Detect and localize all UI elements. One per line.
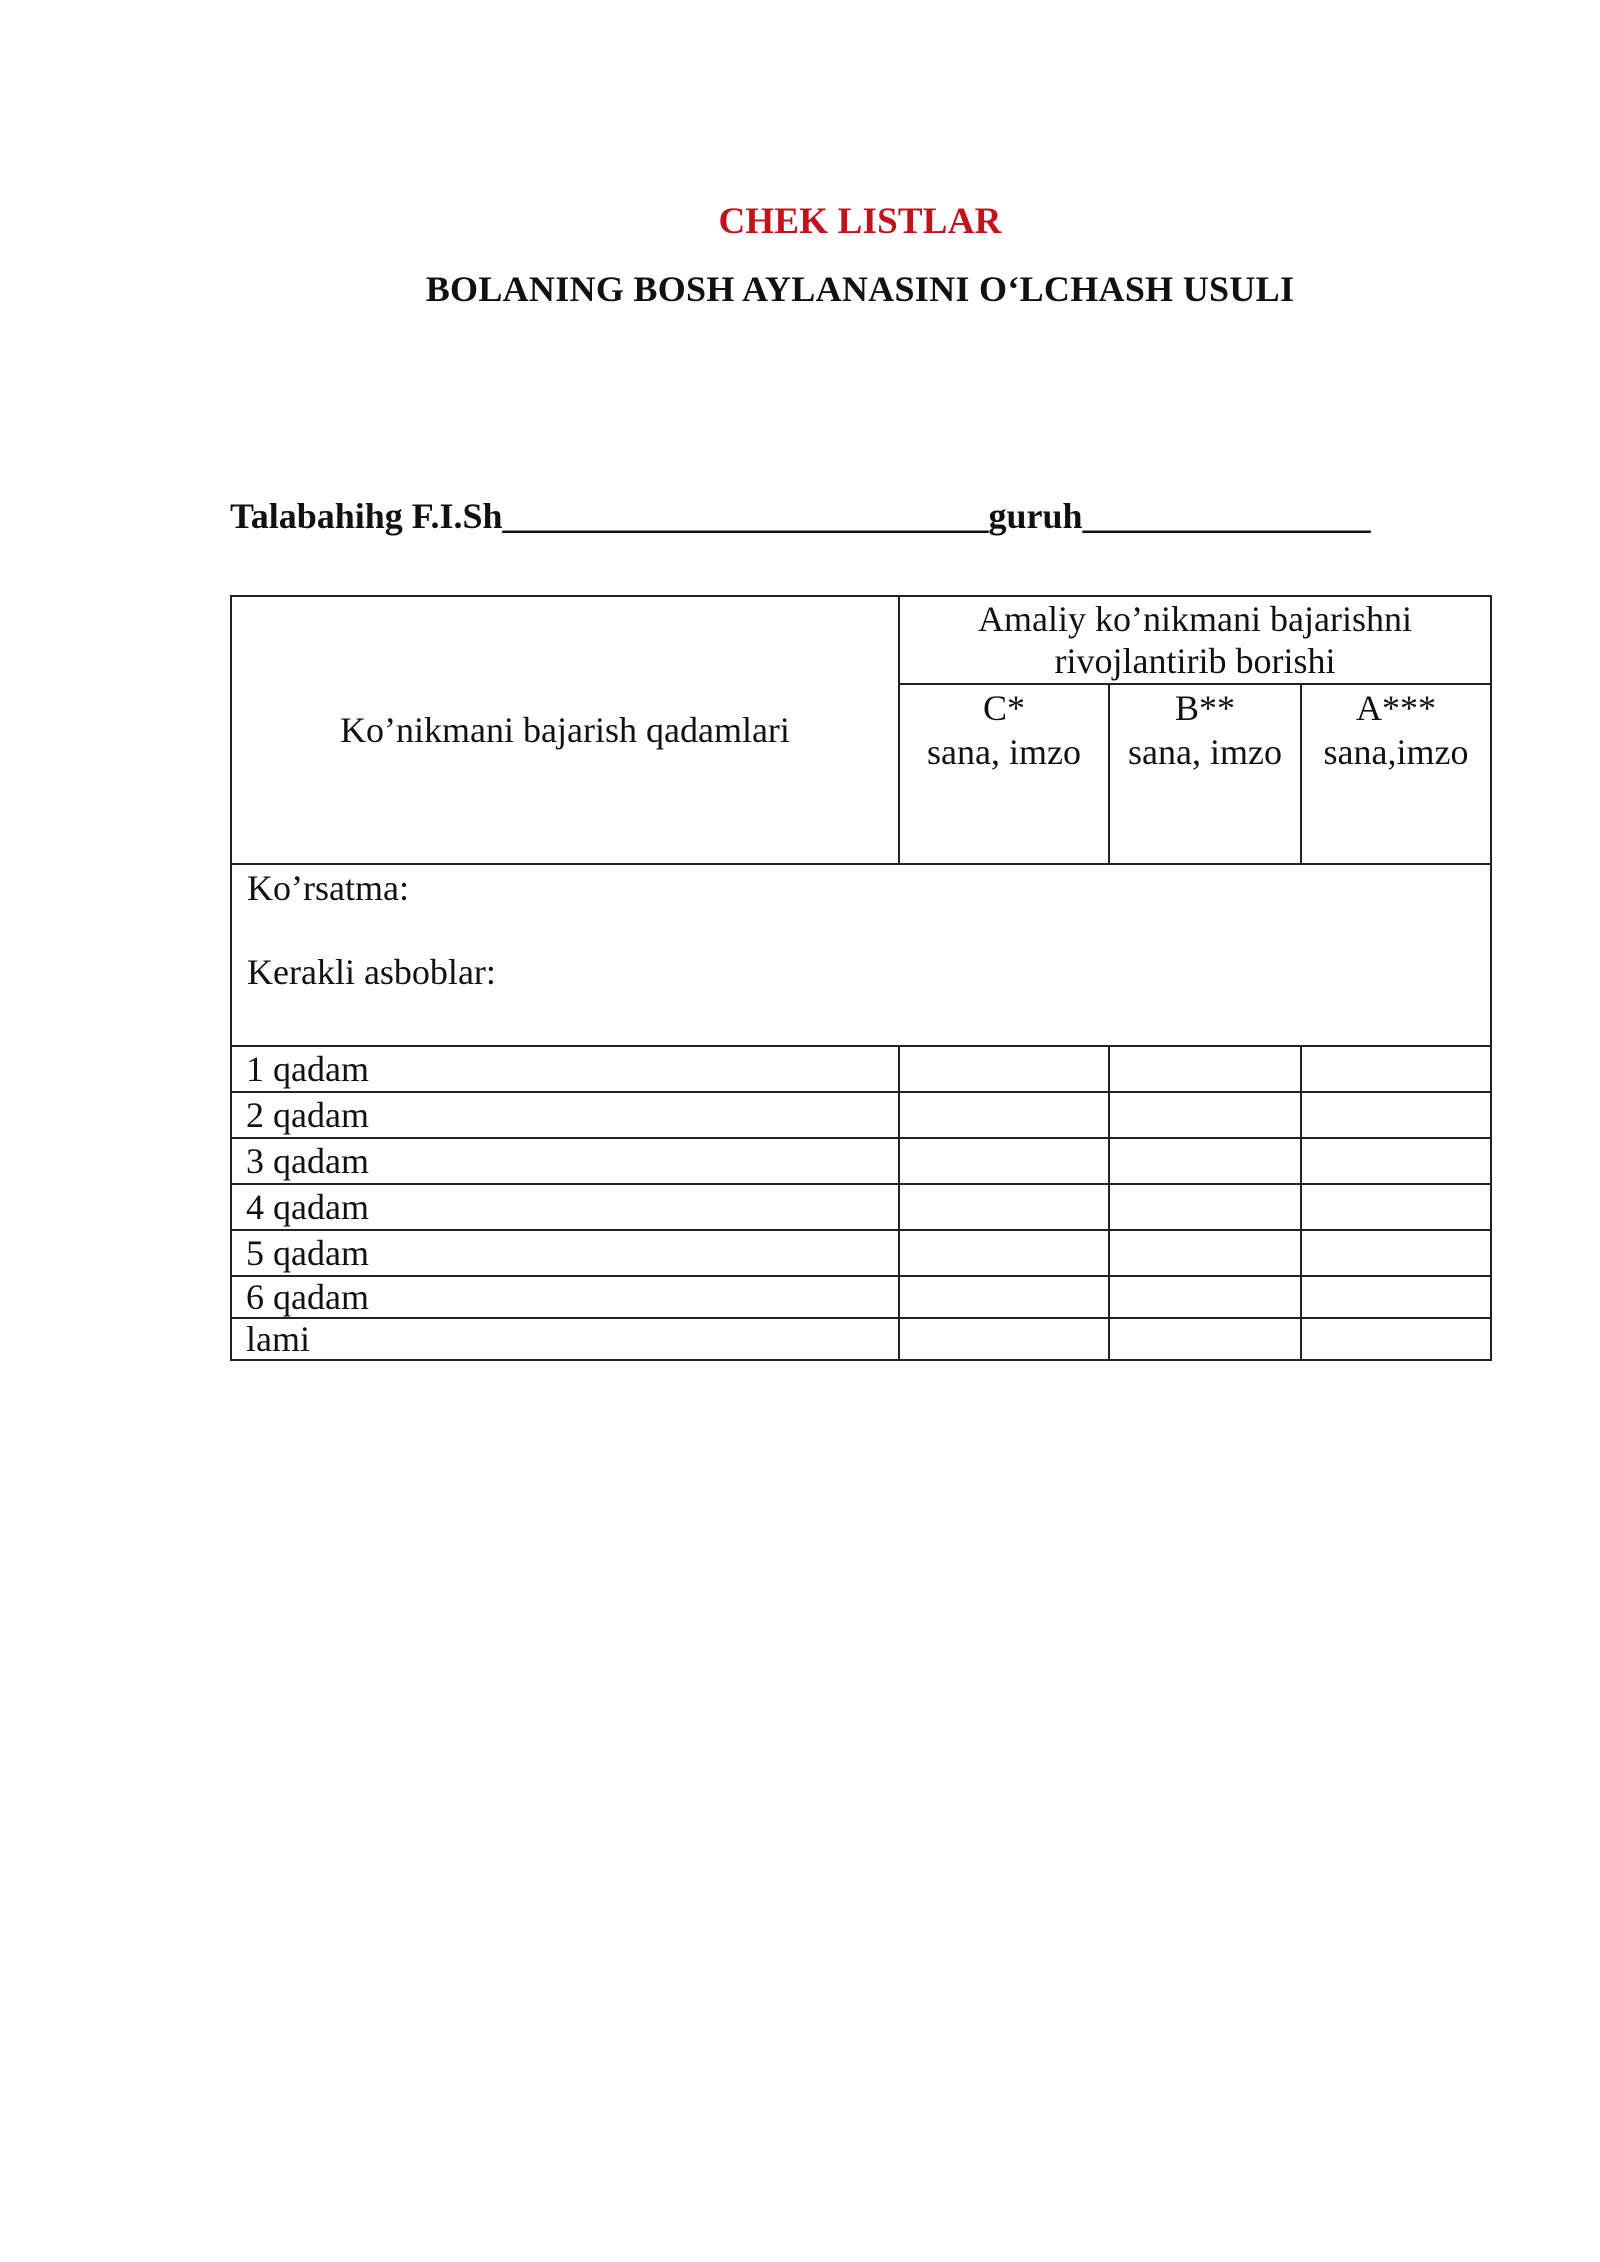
student-name-blank: ___________________________ xyxy=(502,496,989,536)
level-b-cell[interactable] xyxy=(1109,1092,1301,1138)
progress-header-cell xyxy=(899,596,1491,684)
level-c-cell[interactable] xyxy=(899,1184,1109,1230)
level-c-label: C* xyxy=(982,688,1025,728)
level-b-sub: sana, imzo xyxy=(1128,732,1282,773)
document-title: CHEK LISTLAR xyxy=(718,201,1002,242)
level-b-cell[interactable] xyxy=(1109,1230,1301,1276)
level-c-cell[interactable] xyxy=(899,1092,1109,1138)
instructions-cell xyxy=(231,864,1491,1046)
table-row xyxy=(231,1276,1491,1318)
level-a-sub: sana,imzo xyxy=(1323,732,1469,773)
student-info-line xyxy=(230,495,1371,537)
instructions-label: Ko’rsatma: xyxy=(247,868,409,908)
level-c-cell[interactable] xyxy=(899,1230,1109,1276)
level-a-cell[interactable] xyxy=(1301,1230,1491,1276)
instructions-row xyxy=(231,864,1491,1046)
table-row xyxy=(231,1230,1491,1276)
step-label: lami xyxy=(231,1318,899,1360)
level-a-cell[interactable] xyxy=(1301,1046,1491,1092)
level-c-header xyxy=(899,684,1109,864)
table-row xyxy=(231,1184,1491,1230)
level-a-cell[interactable] xyxy=(1301,1276,1491,1318)
level-b-label: B** xyxy=(1174,688,1235,728)
level-c-cell[interactable] xyxy=(899,1318,1109,1360)
step-label: 4 qadam xyxy=(231,1184,899,1230)
level-b-cell[interactable] xyxy=(1109,1276,1301,1318)
steps-header: Ko’nikmani bajarish qadamlari xyxy=(340,709,790,750)
level-b-cell[interactable] xyxy=(1109,1046,1301,1092)
table-row xyxy=(231,1138,1491,1184)
level-a-cell[interactable] xyxy=(1301,1184,1491,1230)
table-row xyxy=(231,1092,1491,1138)
student-name-label: Talabahihg F.I.Sh xyxy=(230,496,503,536)
level-c-sub: sana, imzo xyxy=(927,732,1081,773)
level-a-header xyxy=(1301,684,1491,864)
level-a-cell[interactable] xyxy=(1301,1092,1491,1138)
table-header-row xyxy=(231,596,1491,684)
group-label: guruh xyxy=(988,496,1083,536)
level-c-cell[interactable] xyxy=(899,1276,1109,1318)
level-b-cell[interactable] xyxy=(1109,1184,1301,1230)
step-label: 3 qadam xyxy=(231,1138,899,1184)
level-b-cell[interactable] xyxy=(1109,1318,1301,1360)
step-label: 1 qadam xyxy=(231,1046,899,1092)
table-row xyxy=(231,1046,1491,1092)
level-c-cell[interactable] xyxy=(899,1046,1109,1092)
level-a-cell[interactable] xyxy=(1301,1138,1491,1184)
progress-header: Amaliy ko’nikmani bajarishni rivojlantirib borishi xyxy=(978,598,1412,681)
level-b-header xyxy=(1109,684,1301,864)
group-blank: ________________ xyxy=(1082,496,1371,536)
level-b-cell[interactable] xyxy=(1109,1138,1301,1184)
table-row xyxy=(231,1318,1491,1360)
skill-checklist-table xyxy=(230,595,1492,1361)
step-label: 2 qadam xyxy=(231,1092,899,1138)
document-subtitle: BOLANING BOSH AYLANASINI O‘LCHASH USULI xyxy=(425,269,1295,309)
steps-header-cell xyxy=(231,596,899,864)
level-a-cell[interactable] xyxy=(1301,1318,1491,1360)
level-a-label: A*** xyxy=(1356,688,1437,728)
level-c-cell[interactable] xyxy=(899,1138,1109,1184)
step-label: 6 qadam xyxy=(231,1276,899,1318)
step-label: 5 qadam xyxy=(231,1230,899,1276)
tools-label: Kerakli asboblar: xyxy=(247,952,496,993)
